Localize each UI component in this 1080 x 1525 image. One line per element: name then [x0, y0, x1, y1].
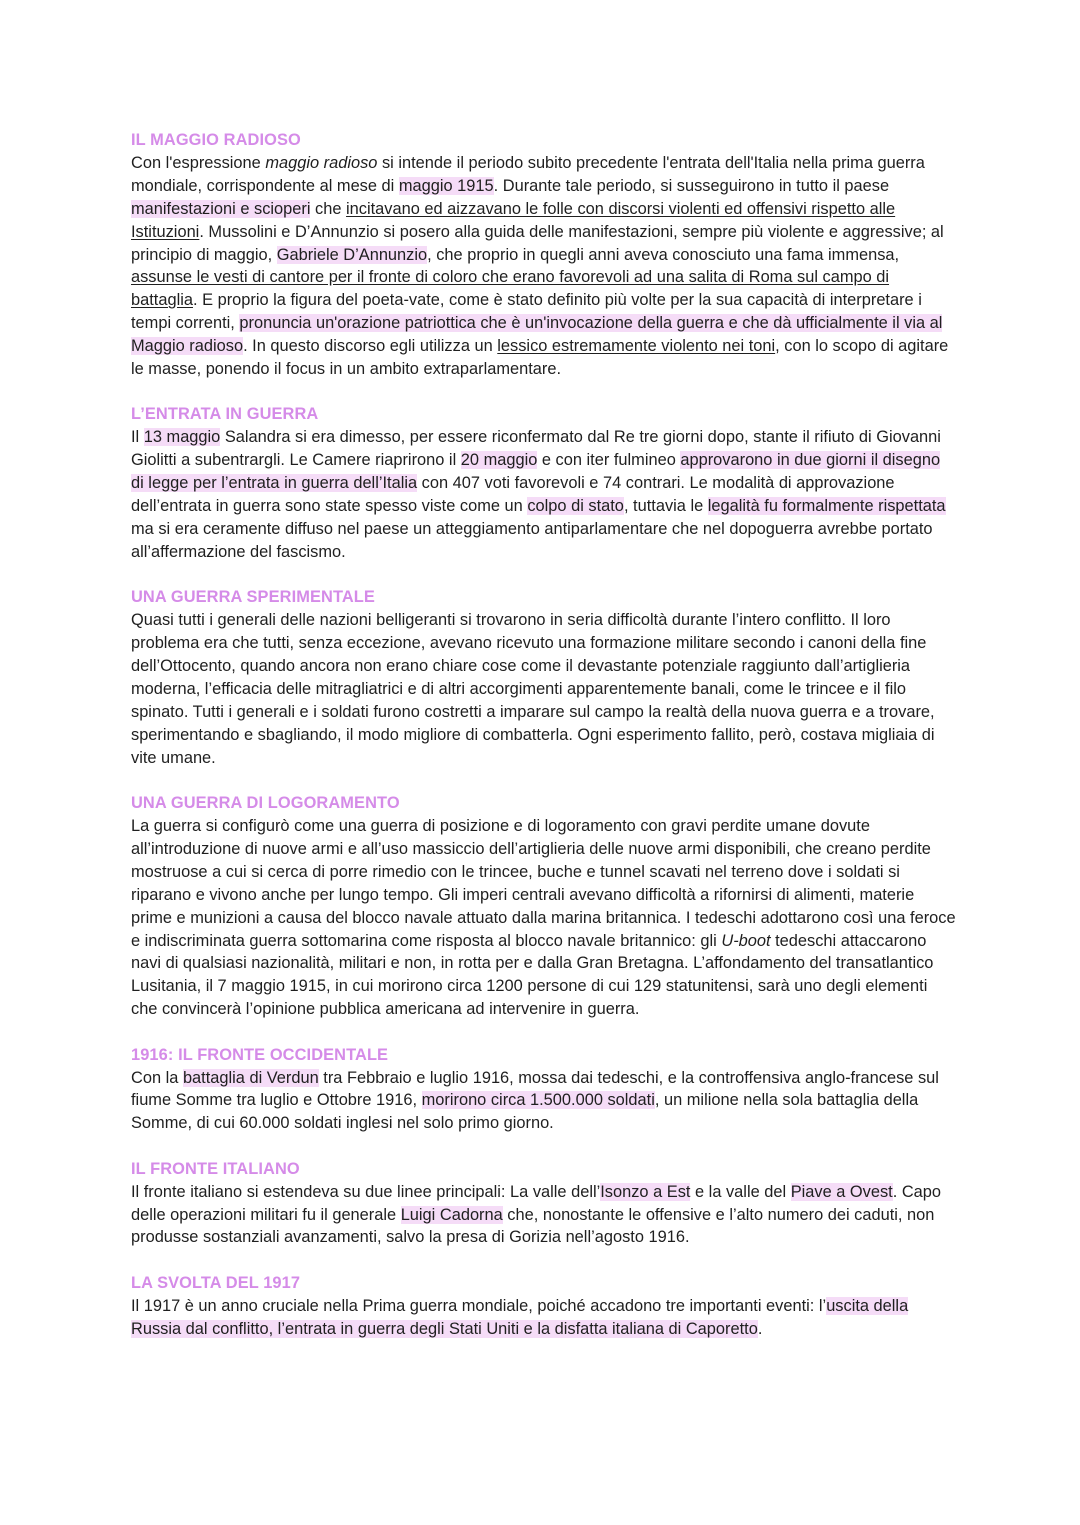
text-run: si intende il periodo subito precedente l'entrata dell'Italia nella prima guerra mondiale, corrispondente al mese di — [131, 153, 925, 195]
highlighted-text: legalità fu formalmente rispettata — [707, 497, 946, 516]
text-run: La guerra si configurò come una guerra di posizione e di logoramento con gravi perdite umane dovute all’introduzione di nuove armi e all’uso massiccio dell’artiglieria delle nuove armi disponibili, che creano perdite mostruose a cui si cerca di porre rimedio con le trincee, buche e tunnel scavati nel terreno dove i soldati si riparano e vivono anche per lungo tempo. Gli imperi centrali avevano difficoltà a rifornirsi di alimenti, materie prime e munizioni a causa del blocco navale attuato dalla marina britannica. I tedeschi adottarono così una feroce e indiscriminata guerra sottomarina come risposta al blocco navale britannico: gli — [131, 816, 956, 950]
text-run: . Durante tale periodo, si susseguirono in tutto il paese — [493, 176, 890, 195]
highlighted-text: Luigi Cadorna — [400, 1205, 503, 1224]
text-run: . — [757, 1319, 763, 1338]
text-run: e la valle del — [690, 1182, 791, 1201]
section-body — [131, 1067, 956, 1136]
highlighted-text: colpo di stato — [527, 497, 624, 516]
section-heading: LA SVOLTA DEL 1917 — [131, 1273, 301, 1292]
text-run: che, nonostante le offensive e l’alto numero dei caduti, non produsse sostanziali avanzamenti, salvo la presa di Gorizia nell’agosto 1916. — [131, 1205, 935, 1247]
section-heading: UNA GUERRA SPERIMENTALE — [131, 588, 375, 607]
text-run: . Mussolini e D’Annunzio si posero alla guida delle manifestazioni, sempre più violente e aggressive; al principio di maggio, — [131, 222, 944, 264]
highlighted-text: morirono circa 1.500.000 soldati — [421, 1091, 655, 1110]
text-run: Salandra si era dimesso, per essere riconfermato dal Re tre giorni dopo, stante il rifiuto di Giovanni Giolitti a subentrargli. Le Camere riaprirono il — [131, 428, 941, 470]
text-run: Con la — [131, 1068, 183, 1087]
underlined-text: assunse le vesti di cantore per il fronte di coloro che erano favorevoli ad una salita di Roma sul campo di battaglia — [131, 268, 890, 310]
text-run: tra Febbraio e luglio 1916, mossa dai tedeschi, e la controffensiva anglo-francese sul fiume Somme tra luglio e Ottobre 1916, — [131, 1068, 939, 1110]
section — [131, 1044, 956, 1136]
section-body — [131, 426, 956, 563]
underlined-text: lessico estremamente violento nei toni — [497, 337, 776, 356]
section-heading: UNA GUERRA DI LOGORAMENTO — [131, 794, 400, 813]
text-run: che — [310, 199, 347, 218]
section — [131, 1272, 956, 1341]
highlighted-text: Gabriele D’Annunzio — [276, 245, 428, 264]
text-run: con 407 voti favorevoli e 74 contrari. Le modalità di approvazione dell’entrata in guerra sono state spesso viste come un — [131, 474, 895, 516]
highlighted-text: Piave a Ovest — [790, 1182, 893, 1201]
highlighted-text: maggio 1915 — [398, 176, 494, 195]
paragraph — [131, 1295, 956, 1341]
text-run: Quasi tutti i generali delle nazioni belligeranti si trovarono in seria difficoltà durante l’intero conflitto. Il loro problema era che tutti, senza eccezione, avevano ricevuto una formazione militare secondo i canoni della fine dell’Ottocento, quando ancora non erano chiare cose come il devastante potenziale raggiunto dall’artiglieria moderna, l’efficacia delle mitragliatrici e di altri accorgimenti apparentemente banali, come le trincee e il filo spinato. Tutti i generali e i soldati furono costretti a imparare sul campo la realtà della nuova guerra e a trovare, sperimentando e sbagliando, il modo migliore di combatterla. Ogni esperimento fallito, però, costava migliaia di vite umane. — [131, 611, 935, 767]
text-run: Con l'espressione — [131, 153, 266, 172]
highlighted-text: 20 maggio — [460, 451, 538, 470]
text-run: , che proprio in quegli anni aveva conosciuto una fama immensa, — [427, 245, 900, 264]
paragraph — [131, 609, 956, 769]
highlighted-text: approvarono in due giorni il disegno di legge per l’entrata in guerra dell’Italia — [131, 451, 941, 493]
text-run: tedeschi attaccarono navi di qualsiasi nazionalità, militari e non, in rotta per e dalla Gran Bretagna. L’affondamento del transatlantico Lusitania, il 7 maggio 1915, in cui morirono circa 1200 persone di cui 129 statunitensi, sarà uno degli elementi che convincerà l’opinione pubblica americana ad intervenire in guerra. — [131, 931, 934, 1019]
section-body — [131, 1181, 956, 1250]
paragraph — [131, 152, 956, 381]
section — [131, 1158, 956, 1250]
paragraph — [131, 1181, 956, 1250]
text-run: . Capo delle operazioni militari fu il generale — [131, 1182, 942, 1224]
text-run: Il — [131, 428, 144, 447]
highlighted-text: 13 maggio — [143, 428, 221, 447]
text-run: Il 1917 è un anno cruciale nella Prima guerra mondiale, poiché accadono tre importanti eventi: l’ — [131, 1296, 827, 1315]
section — [131, 586, 956, 769]
text-run: . E proprio la figura del poeta-vate, come è stato definito più volte per la sua capacità di interpretare i tempi correnti, — [131, 291, 922, 333]
section — [131, 792, 956, 1021]
italic-text: U-boot — [721, 931, 771, 950]
document-page — [131, 129, 956, 1363]
text-run: . In questo discorso egli utilizza un — [243, 337, 498, 356]
text-run: Il fronte italiano si estendeva su due linee principali: La valle dell’ — [131, 1182, 601, 1201]
section-heading: 1916: IL FRONTE OCCIDENTALE — [131, 1045, 389, 1064]
section-body — [131, 1295, 956, 1341]
section-body — [131, 815, 956, 1021]
section — [131, 129, 956, 381]
text-run: , con lo scopo di agitare le masse, ponendo il focus in un ambito extraparlamentare. — [131, 337, 949, 379]
highlighted-text: manifestazioni e scioperi — [131, 199, 311, 218]
underlined-text: incitavano ed aizzavano le folle con discorsi violenti ed offensivi rispetto alle Istituzioni — [131, 199, 896, 241]
italic-text: maggio radioso — [265, 153, 378, 172]
highlighted-text: battaglia di Verdun — [182, 1068, 319, 1087]
section-heading: IL FRONTE ITALIANO — [131, 1159, 300, 1178]
paragraph — [131, 1067, 956, 1136]
highlighted-text: Isonzo a Est — [600, 1182, 691, 1201]
text-run: ma si era ceramente diffuso nel paese un atteggiamento antiparlamentare che nel dopoguerra avrebbe portato all’affermazione del fascismo. — [131, 520, 933, 561]
section-heading: L’ENTRATA IN GUERRA — [131, 405, 319, 424]
text-run: , un milione nella sola battaglia della Somme, di cui 60.000 soldati inglesi nel solo primo giorno. — [131, 1091, 919, 1133]
paragraph — [131, 426, 956, 563]
section-body — [131, 152, 956, 381]
paragraph — [131, 815, 956, 1021]
section — [131, 403, 956, 563]
section-body — [131, 609, 956, 769]
highlighted-text: uscita della Russia dal conflitto, l’entrata in guerra degli Stati Uniti e la disfatta italiana di Caporetto — [131, 1296, 909, 1338]
text-run: e con iter fulmineo — [537, 451, 681, 470]
section-heading: IL MAGGIO RADIOSO — [131, 131, 301, 149]
text-run: , tuttavia le — [623, 497, 708, 516]
highlighted-text: pronuncia un'orazione patriottica che è un'invocazione della guerra e che dà ufficialmente il via al Maggio radioso — [131, 314, 943, 356]
